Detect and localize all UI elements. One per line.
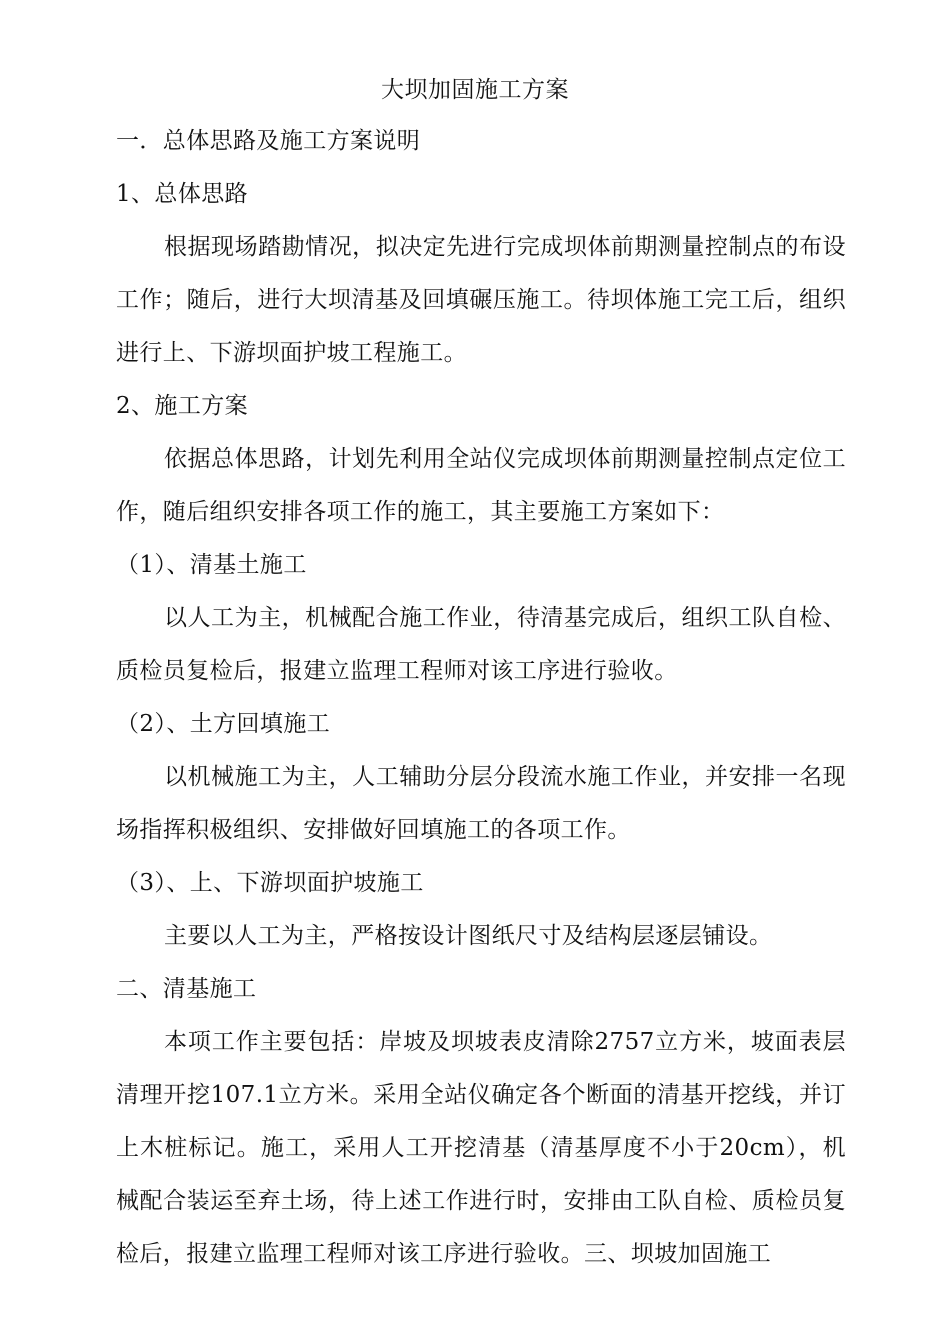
paragraph-construction-plan: 依据总体思路，计划先利用全站仪完成坝体前期测量控制点定位工作，随后组织安排各项工作的施工，其主要施工方案如下： xyxy=(116,446,846,525)
subheading-foundation-clearing: （1）、清基土施工 xyxy=(116,552,307,578)
paragraph-general-approach: 根据现场踏勘情况，拟决定先进行完成坝体前期测量控制点的布设工作；随后，进行大坝清基及回填碾压施工。待坝体施工完工后，组织进行上、下游坝面护坡工程施工。 xyxy=(116,234,846,366)
section-heading-clearing: 二、清基施工 xyxy=(116,976,257,1002)
document-body xyxy=(116,115,846,1281)
paragraph-earth-backfill: 以机械施工为主，人工辅助分层分段流水施工作业，并安排一名现场指挥积极组织、安排做好回填施工的各项工作。 xyxy=(116,764,846,843)
document-title: 大坝加固施工方案 xyxy=(381,77,569,103)
subheading-construction-plan: 2、施工方案 xyxy=(116,393,249,419)
paragraph-clearing-details: 本项工作主要包括：岸坡及坝坡表皮清除2757立方米，坡面表层清理开挖107.1立方米。采用全站仪确定各个断面的清基开挖线，并订上木桩标记。施工，采用人工开挖清基（清基厚度不小于20cm），机械配合装运至弃土场，待上述工作进行时，安排由工队自检、质检员复检后，报建立监理工程师对该工序进行验收。三、坝坡加固施工 xyxy=(116,1029,846,1267)
subheading-slope-protection: （3）、上、下游坝面护坡施工 xyxy=(116,870,424,896)
subheading-general-approach: 1、总体思路 xyxy=(116,181,249,207)
paragraph-foundation-clearing: 以人工为主，机械配合施工作业，待清基完成后，组织工队自检、质检员复检后，报建立监理工程师对该工序进行验收。 xyxy=(116,605,846,684)
subheading-earth-backfill: （2）、土方回填施工 xyxy=(116,711,331,737)
section-heading-overview: 一．总体思路及施工方案说明 xyxy=(116,128,421,154)
paragraph-slope-protection: 主要以人工为主，严格按设计图纸尺寸及结构层逐层铺设。 xyxy=(164,923,773,949)
